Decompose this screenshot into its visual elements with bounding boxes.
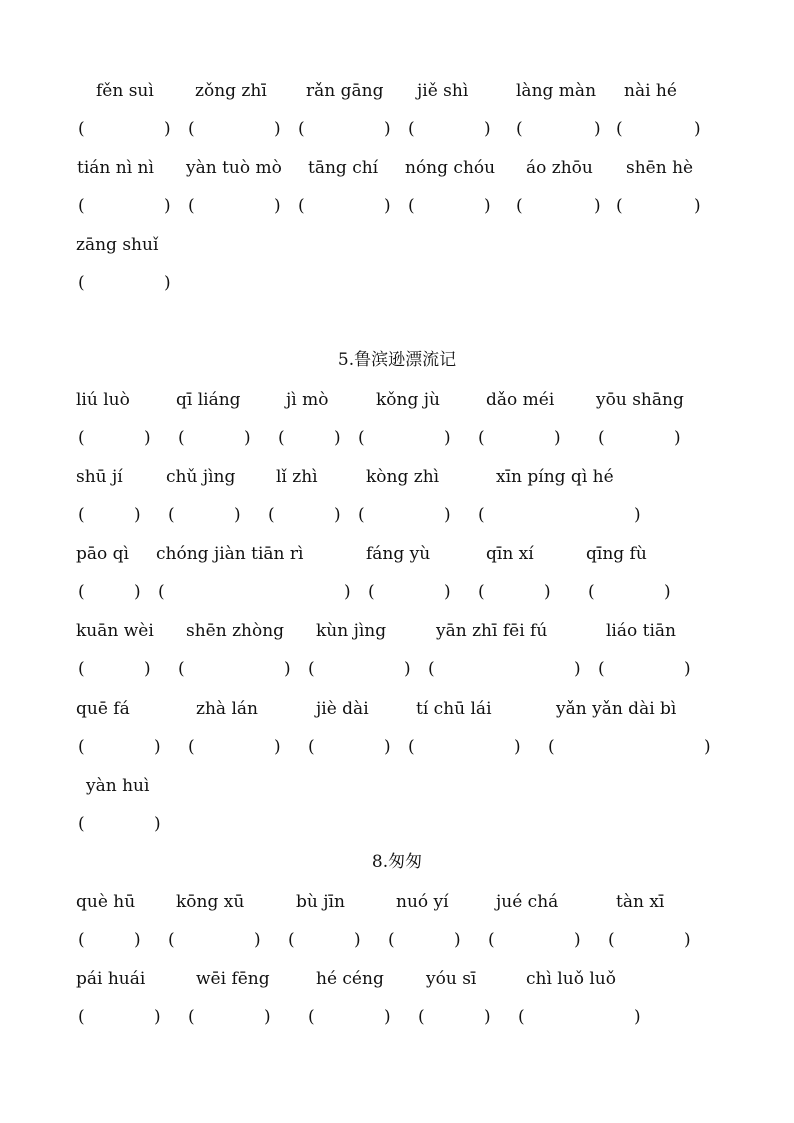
answer-blank-open: ( bbox=[78, 582, 85, 602]
pinyin-word: kùn jìng bbox=[316, 621, 387, 641]
answer-blank-close: ) bbox=[384, 119, 391, 139]
section1-answer-row-3 bbox=[0, 271, 794, 301]
answer-blank-close: ) bbox=[244, 428, 251, 448]
section5-answer-row-4 bbox=[0, 657, 794, 687]
section5-pinyin-row-6 bbox=[0, 774, 794, 804]
pinyin-word: chǔ jìng bbox=[166, 467, 236, 487]
answer-blank-open: ( bbox=[598, 659, 605, 679]
pinyin-word: lǐ zhì bbox=[276, 467, 318, 487]
pinyin-word: bù jīn bbox=[296, 892, 345, 912]
answer-blank-open: ( bbox=[488, 930, 495, 950]
answer-blank-close: ) bbox=[484, 119, 491, 139]
answer-blank-close: ) bbox=[274, 737, 281, 757]
pinyin-word: zǒng zhī bbox=[195, 81, 267, 101]
answer-blank-close: ) bbox=[444, 582, 451, 602]
answer-blank-open: ( bbox=[478, 582, 485, 602]
answer-blank-open: ( bbox=[78, 737, 85, 757]
pinyin-word: áo zhōu bbox=[526, 158, 593, 178]
answer-blank-open: ( bbox=[278, 428, 285, 448]
answer-blank-close: ) bbox=[144, 428, 151, 448]
answer-blank-close: ) bbox=[334, 428, 341, 448]
answer-blank-close: ) bbox=[704, 737, 711, 757]
answer-blank-close: ) bbox=[384, 737, 391, 757]
answer-blank-close: ) bbox=[264, 1007, 271, 1027]
answer-blank-open: ( bbox=[78, 196, 85, 216]
answer-blank-open: ( bbox=[418, 1007, 425, 1027]
answer-blank-close: ) bbox=[254, 930, 261, 950]
section5-answer-row-5 bbox=[0, 735, 794, 765]
answer-blank-close: ) bbox=[164, 119, 171, 139]
section1-pinyin-row-1 bbox=[0, 79, 794, 109]
answer-blank-close: ) bbox=[384, 196, 391, 216]
answer-blank-close: ) bbox=[234, 505, 241, 525]
section1-pinyin-row-3 bbox=[0, 233, 794, 263]
pinyin-word: fáng yù bbox=[366, 544, 431, 564]
pinyin-word: shū jí bbox=[76, 467, 123, 487]
answer-blank-close: ) bbox=[154, 814, 161, 834]
answer-blank-close: ) bbox=[444, 505, 451, 525]
section5-pinyin-row-1 bbox=[0, 388, 794, 418]
answer-blank-close: ) bbox=[444, 428, 451, 448]
answer-blank-open: ( bbox=[308, 1007, 315, 1027]
answer-blank-open: ( bbox=[588, 582, 595, 602]
pinyin-word: kǒng jù bbox=[376, 390, 440, 410]
answer-blank-close: ) bbox=[574, 659, 581, 679]
answer-blank-close: ) bbox=[574, 930, 581, 950]
answer-blank-close: ) bbox=[664, 582, 671, 602]
answer-blank-close: ) bbox=[334, 505, 341, 525]
pinyin-word: nóng chóu bbox=[405, 158, 496, 178]
answer-blank-close: ) bbox=[354, 930, 361, 950]
answer-blank-close: ) bbox=[694, 196, 701, 216]
answer-blank-open: ( bbox=[188, 196, 195, 216]
answer-blank-close: ) bbox=[384, 1007, 391, 1027]
section1-answer-row-2 bbox=[0, 194, 794, 224]
answer-blank-open: ( bbox=[308, 737, 315, 757]
answer-blank-open: ( bbox=[408, 196, 415, 216]
answer-blank-close: ) bbox=[154, 1007, 161, 1027]
answer-blank-close: ) bbox=[274, 196, 281, 216]
answer-blank-close: ) bbox=[344, 582, 351, 602]
pinyin-word: nài hé bbox=[624, 81, 677, 101]
answer-blank-close: ) bbox=[544, 582, 551, 602]
pinyin-word: yóu sī bbox=[426, 969, 477, 989]
answer-blank-open: ( bbox=[78, 659, 85, 679]
answer-blank-close: ) bbox=[684, 930, 691, 950]
answer-blank-close: ) bbox=[594, 119, 601, 139]
pinyin-word: shēn zhòng bbox=[186, 621, 285, 641]
pinyin-word: kuān wèi bbox=[76, 621, 154, 641]
answer-blank-close: ) bbox=[514, 737, 521, 757]
pinyin-word: jiě shì bbox=[417, 81, 469, 101]
answer-blank-open: ( bbox=[78, 119, 85, 139]
pinyin-word: dǎo méi bbox=[486, 390, 555, 410]
section5-pinyin-row-3 bbox=[0, 542, 794, 572]
section8-pinyin-row-2 bbox=[0, 967, 794, 997]
pinyin-word: què hū bbox=[76, 892, 136, 912]
answer-blank-close: ) bbox=[164, 196, 171, 216]
answer-blank-close: ) bbox=[134, 930, 141, 950]
answer-blank-open: ( bbox=[478, 428, 485, 448]
section1-pinyin-row-2 bbox=[0, 156, 794, 186]
answer-blank-open: ( bbox=[78, 1007, 85, 1027]
answer-blank-open: ( bbox=[616, 196, 623, 216]
answer-blank-close: ) bbox=[404, 659, 411, 679]
pinyin-word: hé céng bbox=[316, 969, 384, 989]
answer-blank-open: ( bbox=[548, 737, 555, 757]
answer-blank-open: ( bbox=[478, 505, 485, 525]
pinyin-word: yàn huì bbox=[86, 776, 150, 796]
answer-blank-open: ( bbox=[388, 930, 395, 950]
answer-blank-open: ( bbox=[288, 930, 295, 950]
section-title-8: 8.匆匆 bbox=[371, 852, 423, 872]
pinyin-word: jì mò bbox=[286, 390, 329, 410]
pinyin-word: quē fá bbox=[76, 699, 130, 719]
answer-blank-close: ) bbox=[144, 659, 151, 679]
answer-blank-close: ) bbox=[164, 273, 171, 293]
answer-blank-open: ( bbox=[598, 428, 605, 448]
answer-blank-close: ) bbox=[554, 428, 561, 448]
answer-blank-open: ( bbox=[368, 582, 375, 602]
section5-pinyin-row-4 bbox=[0, 619, 794, 649]
answer-blank-close: ) bbox=[134, 582, 141, 602]
answer-blank-close: ) bbox=[484, 196, 491, 216]
answer-blank-open: ( bbox=[616, 119, 623, 139]
pinyin-word: jiè dài bbox=[316, 699, 369, 719]
pinyin-word: yǎn yǎn dài bì bbox=[556, 699, 677, 719]
answer-blank-open: ( bbox=[516, 119, 523, 139]
pinyin-word: liú luò bbox=[76, 390, 130, 410]
pinyin-word: zhà lán bbox=[196, 699, 258, 719]
pinyin-word: wēi fēng bbox=[196, 969, 270, 989]
answer-blank-open: ( bbox=[78, 814, 85, 834]
pinyin-word: kōng xū bbox=[176, 892, 245, 912]
section5-answer-row-3 bbox=[0, 580, 794, 610]
pinyin-word: tián nì nì bbox=[77, 158, 154, 178]
pinyin-word: yōu shāng bbox=[596, 390, 684, 410]
answer-blank-open: ( bbox=[608, 930, 615, 950]
answer-blank-close: ) bbox=[634, 505, 641, 525]
answer-blank-close: ) bbox=[694, 119, 701, 139]
pinyin-word: yàn tuò mò bbox=[186, 158, 282, 178]
answer-blank-close: ) bbox=[454, 930, 461, 950]
pinyin-word: zāng shuǐ bbox=[76, 235, 159, 255]
answer-blank-open: ( bbox=[358, 505, 365, 525]
answer-blank-open: ( bbox=[408, 119, 415, 139]
pinyin-word: làng màn bbox=[516, 81, 597, 101]
section-title-5: 5.鲁滨逊漂流记 bbox=[337, 350, 457, 370]
answer-blank-open: ( bbox=[168, 505, 175, 525]
answer-blank-open: ( bbox=[188, 737, 195, 757]
answer-blank-open: ( bbox=[78, 930, 85, 950]
pinyin-word: tí chū lái bbox=[416, 699, 492, 719]
pinyin-word: qīng fù bbox=[586, 544, 647, 564]
answer-blank-open: ( bbox=[168, 930, 175, 950]
answer-blank-close: ) bbox=[634, 1007, 641, 1027]
answer-blank-open: ( bbox=[408, 737, 415, 757]
answer-blank-open: ( bbox=[298, 119, 305, 139]
pinyin-word: rǎn gāng bbox=[306, 81, 384, 101]
answer-blank-open: ( bbox=[178, 428, 185, 448]
answer-blank-close: ) bbox=[284, 659, 291, 679]
pinyin-word: jué chá bbox=[496, 892, 559, 912]
answer-blank-close: ) bbox=[484, 1007, 491, 1027]
answer-blank-open: ( bbox=[78, 273, 85, 293]
pinyin-word: qīn xí bbox=[486, 544, 534, 564]
answer-blank-open: ( bbox=[516, 196, 523, 216]
answer-blank-open: ( bbox=[158, 582, 165, 602]
section8-answer-row-1 bbox=[0, 928, 794, 958]
section8-pinyin-row-1 bbox=[0, 890, 794, 920]
pinyin-word: chì luǒ luǒ bbox=[526, 969, 616, 989]
answer-blank-open: ( bbox=[178, 659, 185, 679]
pinyin-word: qī liáng bbox=[176, 390, 241, 410]
answer-blank-close: ) bbox=[274, 119, 281, 139]
section5-answer-row-1 bbox=[0, 426, 794, 456]
answer-blank-close: ) bbox=[154, 737, 161, 757]
pinyin-word: nuó yí bbox=[396, 892, 449, 912]
pinyin-word: kòng zhì bbox=[366, 467, 440, 487]
pinyin-word: liáo tiān bbox=[606, 621, 677, 641]
answer-blank-open: ( bbox=[188, 1007, 195, 1027]
pinyin-word: pāo qì bbox=[76, 544, 129, 564]
answer-blank-close: ) bbox=[674, 428, 681, 448]
answer-blank-open: ( bbox=[268, 505, 275, 525]
answer-blank-open: ( bbox=[78, 428, 85, 448]
answer-blank-close: ) bbox=[684, 659, 691, 679]
pinyin-word: fěn suì bbox=[96, 81, 154, 101]
answer-blank-close: ) bbox=[134, 505, 141, 525]
answer-blank-open: ( bbox=[428, 659, 435, 679]
section8-answer-row-2 bbox=[0, 1005, 794, 1035]
pinyin-word: tāng chí bbox=[308, 158, 379, 178]
pinyin-word: shēn hè bbox=[626, 158, 694, 178]
pinyin-word: chóng jiàn tiān rì bbox=[156, 544, 304, 564]
pinyin-word: tàn xī bbox=[616, 892, 665, 912]
answer-blank-open: ( bbox=[188, 119, 195, 139]
answer-blank-open: ( bbox=[518, 1007, 525, 1027]
pinyin-word: pái huái bbox=[76, 969, 146, 989]
answer-blank-close: ) bbox=[594, 196, 601, 216]
answer-blank-open: ( bbox=[298, 196, 305, 216]
section5-pinyin-row-2 bbox=[0, 465, 794, 495]
answer-blank-open: ( bbox=[308, 659, 315, 679]
pinyin-word: yān zhī fēi fú bbox=[436, 621, 548, 641]
section5-pinyin-row-5 bbox=[0, 697, 794, 727]
section5-answer-row-6 bbox=[0, 812, 794, 842]
section1-answer-row-1 bbox=[0, 117, 794, 147]
answer-blank-open: ( bbox=[78, 505, 85, 525]
pinyin-word: xīn píng qì hé bbox=[496, 467, 614, 487]
answer-blank-open: ( bbox=[358, 428, 365, 448]
section5-answer-row-2 bbox=[0, 503, 794, 533]
